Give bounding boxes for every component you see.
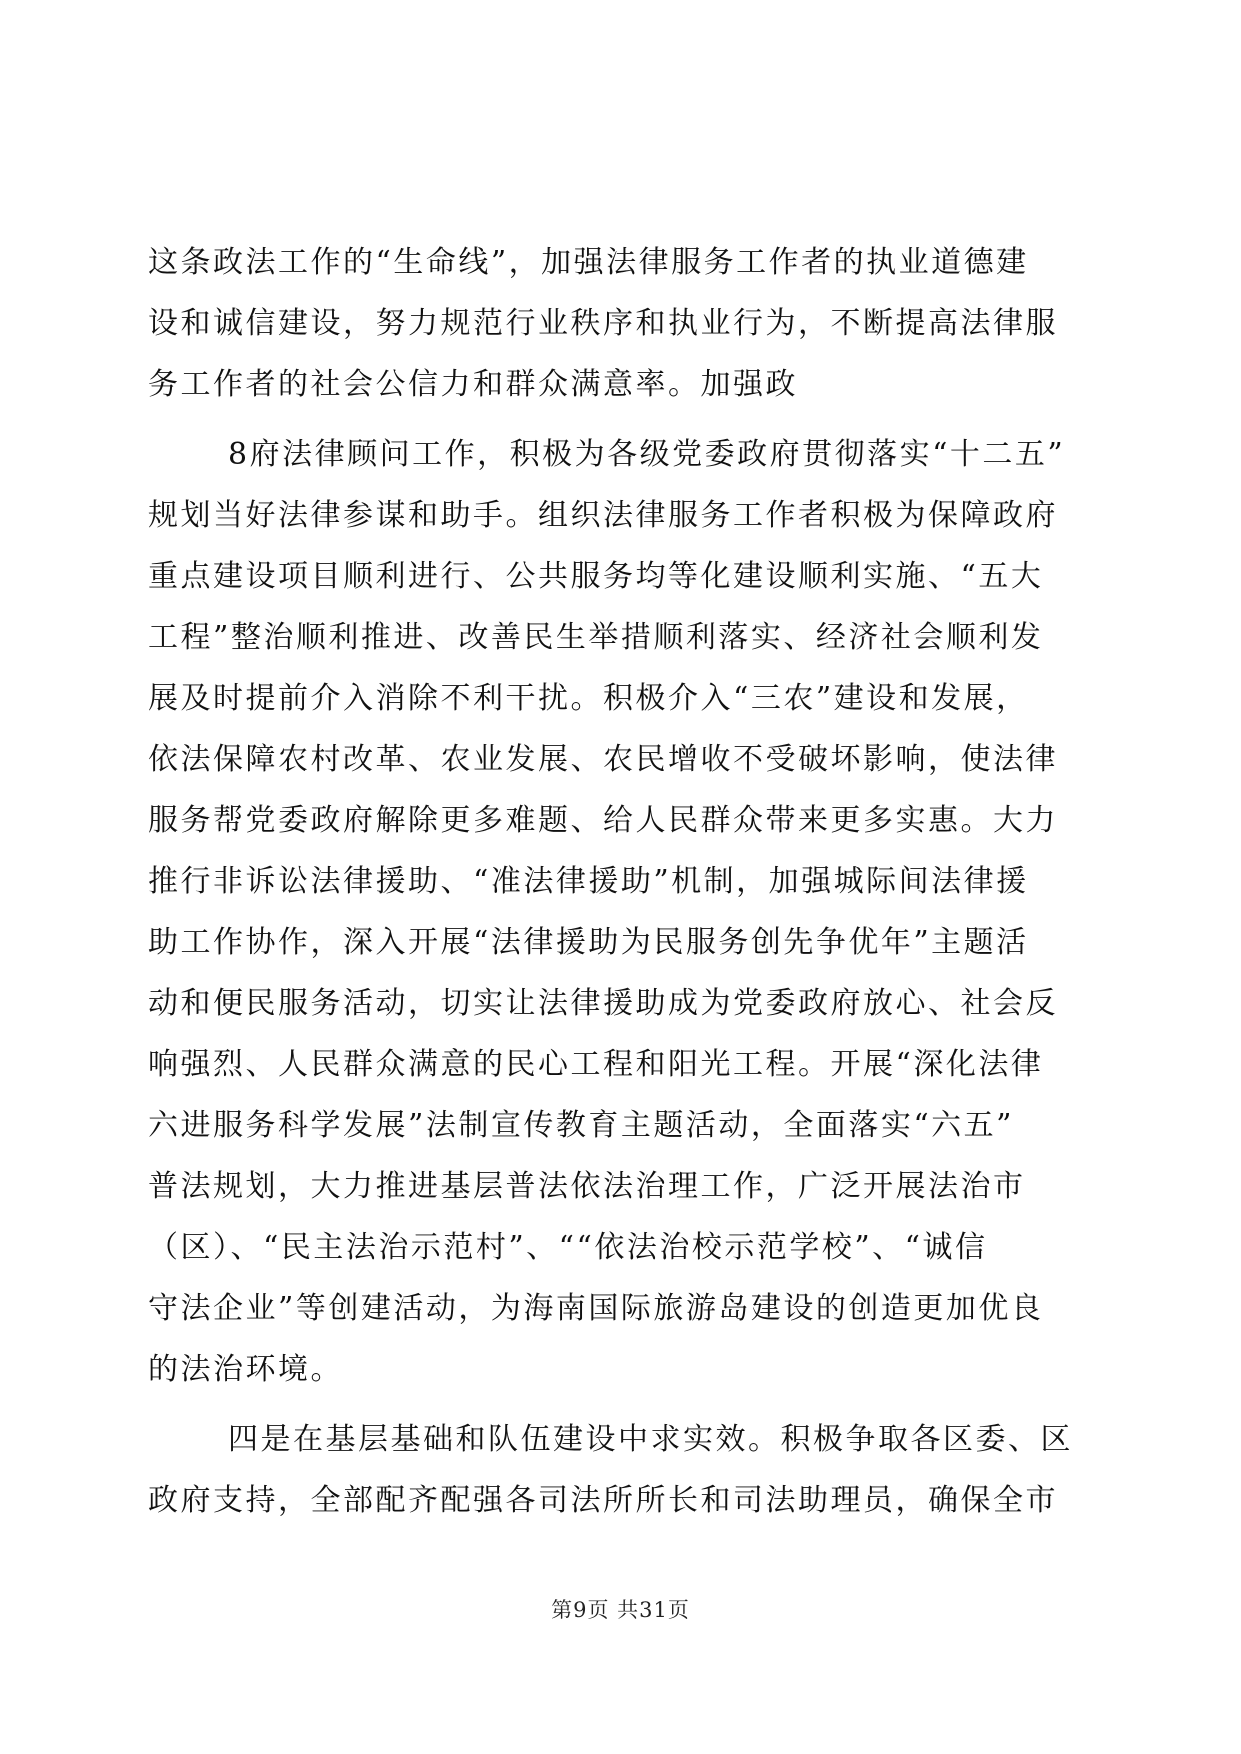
text-line: 动和便民服务活动，切实让法律援助成为党委政府放心、社会反	[148, 986, 1058, 1021]
text-line: 普法规划，大力推进基层普法依法治理工作，广泛开展法治市	[148, 1169, 1026, 1204]
page-footer: 第9页 共31页	[551, 1598, 690, 1622]
document-body	[148, 232, 1088, 1531]
text-line: 务工作者的社会公信力和群众满意率。加强政	[148, 367, 798, 402]
text-line: 服务帮党委政府解除更多难题、给人民群众带来更多实惠。大力	[148, 803, 1058, 838]
text-line: 守法企业”等创建活动，为海南国际旅游岛建设的创造更加优良	[148, 1291, 1044, 1326]
text-line: 规划当好法律参谋和助手。组织法律服务工作者积极为保障政府	[148, 498, 1058, 533]
text-line: 的法治环境。	[148, 1352, 343, 1387]
text-line: 重点建设项目顺利进行、公共服务均等化建设顺利实施、“五大	[148, 559, 1044, 594]
text-line: 依法保障农村改革、农业发展、农民增收不受破坏影响，使法律	[148, 742, 1058, 777]
paragraph-start-line: 8府法律顾问工作，积极为各级党委政府贯彻落实“十二五”	[228, 437, 1066, 472]
text-line: 设和诚信建设，努力规范行业秩序和执业行为，不断提高法律服	[148, 306, 1058, 341]
text-line: 这条政法工作的“生命线”，加强法律服务工作者的执业道德建	[148, 245, 1029, 280]
text-line: 响强烈、人民群众满意的民心工程和阳光工程。开展“深化法律	[148, 1047, 1044, 1082]
text-line: 政府支持，全部配齐配强各司法所所长和司法助理员，确保全市	[148, 1483, 1058, 1518]
text-line: 推行非诉讼法律援助、“准法律援助”机制，加强城际间法律援	[148, 864, 1029, 899]
text-line: （区）、“民主法治示范村”、““依法治校示范学校”、“诚信	[148, 1230, 988, 1265]
text-line: 工程”整治顺利推进、改善民生举措顺利落实、经济社会顺利发	[148, 620, 1044, 655]
paragraph-start-line: 四是在基层基础和队伍建设中求实效。积极争取各区委、区	[228, 1422, 1073, 1457]
text-line: 助工作协作，深入开展“法律援助为民服务创先争优年”主题活	[148, 925, 1029, 960]
text-line: 展及时提前介入消除不利干扰。积极介入“三农”建设和发展，	[148, 681, 1029, 716]
text-line: 六进服务科学发展”法制宣传教育主题活动，全面落实“六五”	[148, 1108, 1015, 1143]
